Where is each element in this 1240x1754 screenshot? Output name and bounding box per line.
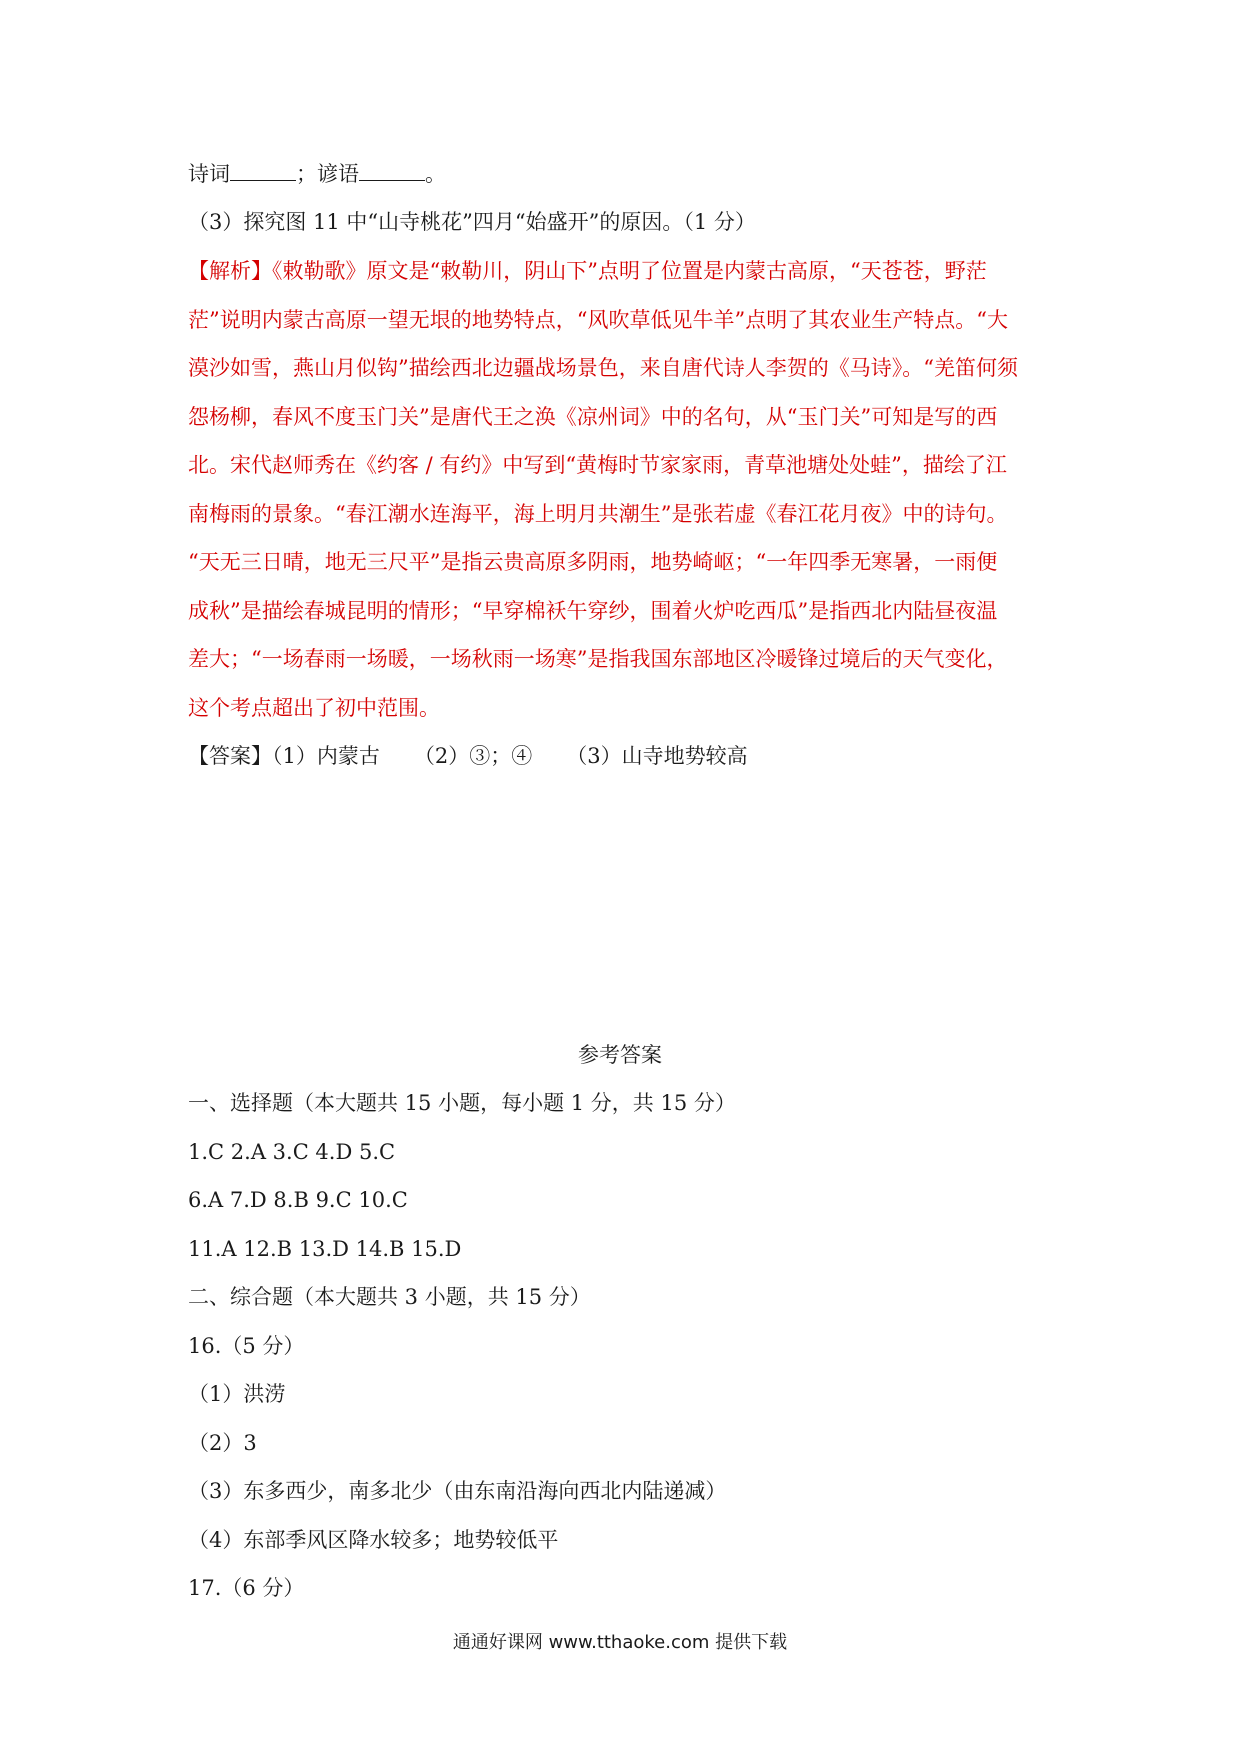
- analysis-line: 北。宋代赵师秀在《约客 / 有约》中写到“黄梅时节家家雨，青草池塘处处蛙”，描绘了江: [188, 453, 1007, 477]
- proverb-label: 谚语: [317, 162, 359, 186]
- poem-proverb-blanks: [188, 159, 446, 189]
- poem-blank: [230, 160, 296, 181]
- answer-1: （1）内蒙古: [272, 744, 380, 768]
- question-16-answer-4: （4）东部季风区降水较多；地势较低平: [188, 1528, 559, 1552]
- reference-answer-title: 参考答案: [578, 1043, 662, 1067]
- question-3: （3）探究图 11 中“山寺桃花”四月“始盛开”的原因。（1 分）: [188, 210, 756, 234]
- section-1-heading: 一、选择题（本大题共 15 小题，每小题 1 分，共 15 分）: [188, 1091, 736, 1115]
- section-2-heading: 二、综合题（本大题共 3 小题，共 15 分）: [188, 1285, 591, 1309]
- proverb-blank: [359, 160, 425, 181]
- question-16-heading: 16.（5 分）: [188, 1334, 305, 1358]
- analysis-line: 【解析】《敕勒歌》原文是“敕勒川，阴山下”点明了位置是内蒙古高原，“天苍苍，野茫: [188, 259, 987, 283]
- answer-3: （3）山寺地势较高: [566, 744, 748, 768]
- choice-answers-row-3: 11.A 12.B 13.D 14.B 15.D: [188, 1237, 462, 1261]
- analysis-line: “天无三日晴，地无三尺平”是指云贵高原多阴雨，地势崎岖；“一年四季无寒暑，一雨便: [188, 550, 998, 574]
- question-17-heading: 17.（6 分）: [188, 1576, 305, 1600]
- question-16-answer-3: （3）东多西少，南多北少（由东南沿海向西北内陆递减）: [188, 1479, 727, 1503]
- answer-2: （2）③；④: [413, 744, 533, 768]
- choice-answers-row-2: 6.A 7.D 8.B 9.C 10.C: [188, 1188, 408, 1212]
- analysis-line: 差大；“一场春雨一场暖，一场秋雨一场寒”是指我国东部地区冷暖锋过境后的天气变化，: [188, 647, 1008, 671]
- end-mark: 。: [425, 162, 446, 186]
- analysis-line: 南梅雨的景象。“春江潮水连海平，海上明月共潮生”是张若虚《春江花月夜》中的诗句。: [188, 502, 1008, 526]
- choice-answers-row-1: 1.C 2.A 3.C 4.D 5.C: [188, 1140, 396, 1164]
- analysis-line: 漠沙如雪，燕山月似钩”描绘西北边疆战场景色，来自唐代诗人李贺的《马诗》。“羌笛何须: [188, 356, 1018, 380]
- question-16-answer-1: （1）洪涝: [188, 1382, 286, 1406]
- separator: ；: [296, 162, 317, 186]
- analysis-line: 茫”说明内蒙古高原一望无垠的地势特点，“风吹草低见牛羊”点明了其农业生产特点。“大: [188, 308, 1008, 332]
- analysis-line: 这个考点超出了初中范围。: [188, 696, 440, 720]
- poem-label: 诗词: [188, 162, 230, 186]
- answer-line: [188, 741, 748, 771]
- footer-source: 通通好课网 www.tthaoke.com 提供下载: [452, 1632, 788, 1653]
- analysis-line: 成秋”是描绘春城昆明的情形；“早穿棉袄午穿纱，围着火炉吃西瓜”是指西北内陆昼夜温: [188, 599, 998, 623]
- analysis-line: 怨杨柳，春风不度玉门关”是唐代王之涣《凉州词》中的名句，从“玉门关”可知是写的西: [188, 405, 998, 429]
- answer-label: 【答案】: [188, 744, 272, 768]
- question-16-answer-2: （2）3: [188, 1431, 257, 1455]
